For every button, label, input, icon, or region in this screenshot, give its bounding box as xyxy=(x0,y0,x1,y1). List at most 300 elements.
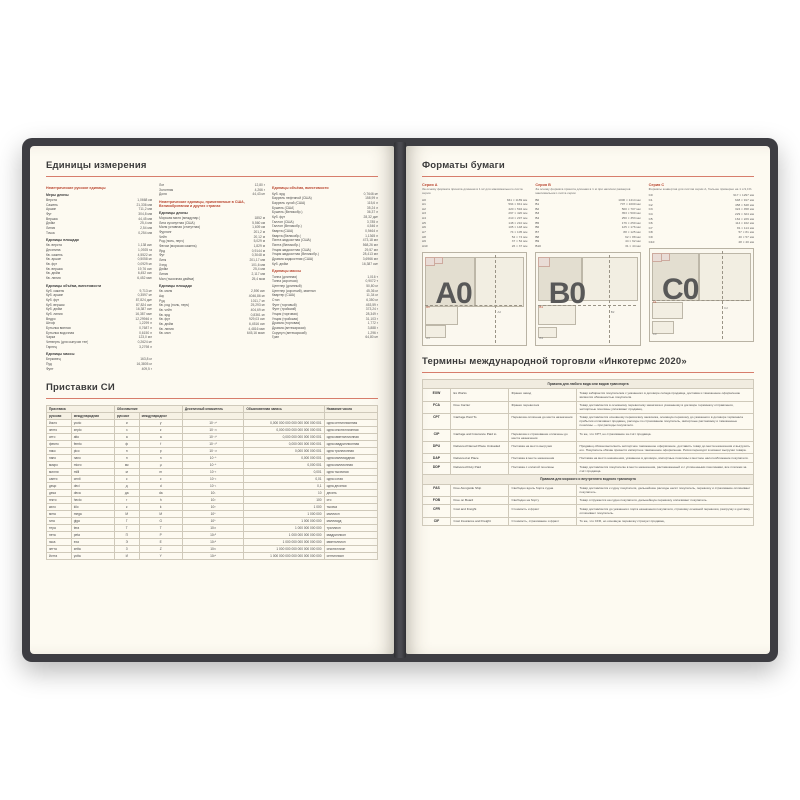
unit-name: Аршин xyxy=(46,207,57,212)
unit-name: Гарнец xyxy=(46,344,57,349)
unit-value: 6,350 кг xyxy=(366,298,378,303)
si-cell: Г xyxy=(114,517,139,524)
table-row xyxy=(47,461,378,468)
si-cell: Э xyxy=(114,538,139,545)
unit-name: Фунт xyxy=(46,366,54,371)
format-code: A7 xyxy=(422,229,426,234)
unit-value: 409,5 г xyxy=(141,366,152,371)
incoterm-description: Поставка на место назначения, указанное в договоре, импортные пошлины и местное налогообложение покупателя. xyxy=(577,454,754,463)
si-cell: мк xyxy=(114,461,139,468)
unit-name: Куб. ярд xyxy=(272,191,285,196)
unit-value: 6,4516 см² xyxy=(248,322,265,327)
unit-name: Кв. линия xyxy=(46,276,61,281)
si-cell: 0,01 xyxy=(244,475,324,482)
unit-value: 163,8 кг xyxy=(140,357,152,362)
si-cell: зетта xyxy=(47,545,72,552)
unit-value: 25,4 мм xyxy=(253,267,265,272)
format-code: A3 xyxy=(422,211,426,216)
unit-name: Пуд xyxy=(46,362,52,367)
si-cell: м xyxy=(114,468,139,475)
unit-name: Штоф xyxy=(46,321,56,326)
unit-value: 0,7687 л xyxy=(139,326,152,331)
format-code: A9 xyxy=(422,239,426,244)
format-size: 297 × 420 мм xyxy=(508,211,528,216)
incoterm-name-en: Carriage Paid To xyxy=(451,413,509,429)
unit-value: 0,9464 л xyxy=(365,228,378,233)
incoterm-name-en: Carriage and Insurance Paid to xyxy=(451,430,509,442)
divider xyxy=(46,176,378,177)
si-cell: пета xyxy=(47,531,72,538)
unit-value: 44,43 мг xyxy=(252,192,265,197)
table-row xyxy=(47,419,378,426)
si-cell: триллион xyxy=(324,524,377,531)
si-cell: micro xyxy=(71,461,114,468)
si-cell: 10⁻¹⁸ xyxy=(182,433,244,440)
unit-value: 0,3597 м³ xyxy=(137,293,152,298)
si-cell: 1 000 000 000 xyxy=(244,517,324,524)
si-prefix-table xyxy=(46,405,378,560)
unit-row xyxy=(46,231,152,236)
measure-columns xyxy=(46,183,378,372)
unit-value: 453,59 г xyxy=(365,302,378,307)
incoterms-table xyxy=(422,379,754,526)
unit-value: 201,17 мм xyxy=(249,258,265,263)
subsection-heading: Единицы массы xyxy=(46,352,75,357)
table-row xyxy=(423,389,754,401)
unit-name: Род (поль, перч) xyxy=(159,239,184,244)
subsection-heading: Единицы площади xyxy=(46,238,79,243)
unit-name: Берковец xyxy=(46,357,61,362)
format-code: B9 xyxy=(535,239,540,244)
si-cell: giga xyxy=(71,517,114,524)
unit-value: 0,9072 т xyxy=(365,279,378,284)
si-cell: с xyxy=(114,475,139,482)
unit-value: 0,6150 л xyxy=(139,330,152,335)
format-code: C3 xyxy=(648,207,653,212)
unit-value: 2,590 км² xyxy=(251,289,265,294)
unit-name: Фунт (торговый) xyxy=(272,302,297,307)
paper-format-groups xyxy=(422,183,754,346)
unit-value: 3,6966 мл xyxy=(362,256,378,261)
unit-name: Галлон (Великобр.) xyxy=(272,224,302,229)
format-size: 353 × 500 мм xyxy=(621,211,641,216)
unit-name: Кв. чейн xyxy=(159,308,172,313)
unit-name: Тонна (длинная) xyxy=(272,274,298,279)
si-cell: zetta xyxy=(71,545,114,552)
format-size: 500 × 707 мм xyxy=(621,206,641,211)
table-row xyxy=(47,503,378,510)
unit-value: 5,560 км xyxy=(252,220,265,225)
incoterm-name-ru: Перевозка оплачена до места назначения xyxy=(509,413,577,429)
si-cell: a xyxy=(139,433,182,440)
si-cell: E xyxy=(139,538,182,545)
format-code: C4 xyxy=(648,211,653,216)
unit-name: Бушель (США) xyxy=(272,205,295,210)
unit-name: Морская миля (междунар.) xyxy=(159,216,201,221)
series-name: Серия B xyxy=(535,183,551,187)
format-size: 81 × 114 мм xyxy=(736,225,754,230)
si-cell: µ xyxy=(139,461,182,468)
unit-value: 64,80 мг xyxy=(365,335,378,340)
format-label: B3 xyxy=(539,335,544,340)
si-cell: атто xyxy=(47,433,72,440)
unit-name: Куб. линия xyxy=(46,312,63,317)
table-row xyxy=(47,433,378,440)
incoterm-description: Товар доставляется покупателю в место назначения, растаможенный и с уплаченными пошлинами, все платежи за счёт продавца. xyxy=(577,463,754,475)
table-row xyxy=(423,401,754,413)
si-cell: 10⁻³ xyxy=(182,468,244,475)
table-row xyxy=(47,496,378,503)
unit-row xyxy=(159,331,265,336)
format-block xyxy=(699,253,751,301)
incoterm-name-ru: Свободно вдоль борта судна xyxy=(509,484,577,496)
si-cell: d xyxy=(139,482,182,489)
format-size: 148 × 210 мм xyxy=(508,220,528,225)
unit-value: 4,546 л xyxy=(366,224,378,229)
si-cell: 0,000 000 000 000 001 xyxy=(244,440,324,447)
si-cell: тера xyxy=(47,524,72,531)
format-code: A0 xyxy=(422,197,426,202)
format-size: 114 × 162 мм xyxy=(735,221,754,226)
series-description: За основу формата принята длинная в 1 м при наличии размеров максимального листа серии xyxy=(535,187,631,196)
si-cell: Т xyxy=(114,524,139,531)
si-cell: и xyxy=(114,419,139,426)
format-code: B5 xyxy=(535,220,540,225)
series-size-table xyxy=(649,193,754,244)
unit-value: 29,57 мл xyxy=(364,247,378,252)
si-sub-header: международная xyxy=(71,412,114,419)
incoterms-title: Термины международной торговли «Инкотермс 2020» xyxy=(422,356,687,368)
si-cell: 0,000 000 000 001 xyxy=(244,447,324,454)
unit-name: Пинта (Великобр.) xyxy=(272,242,301,247)
si-cell: одна тысячная xyxy=(324,468,377,475)
unit-value: 4,5522 м² xyxy=(137,252,152,257)
format-label: C3 xyxy=(652,331,657,336)
si-cell: пико xyxy=(47,447,72,454)
format-letter: B0 xyxy=(548,276,586,310)
paper-series xyxy=(535,183,640,346)
si-cell: йокто xyxy=(47,419,72,426)
si-cell: миллион xyxy=(324,510,377,517)
format-code: A1 xyxy=(422,202,426,207)
si-cell: г xyxy=(114,496,139,503)
incoterm-name-ru: Франко завод xyxy=(509,389,577,401)
unit-value: 929,03 см² xyxy=(248,317,265,322)
unit-name: Кв. аршин xyxy=(46,257,62,262)
si-cell: н xyxy=(114,454,139,461)
unit-name: Фут xyxy=(46,212,52,217)
si-cell: десять xyxy=(324,489,377,496)
unit-row xyxy=(46,345,152,350)
unit-value: 25,293 м² xyxy=(250,303,265,308)
si-cell: y xyxy=(139,419,182,426)
unit-value: 3,2798 л xyxy=(139,344,152,349)
incoterm-name-ru: Свободно на борту xyxy=(509,496,577,505)
format-size: 105 × 148 мм xyxy=(508,225,528,230)
format-size: 44 × 62 мм xyxy=(625,239,641,244)
si-cell: M xyxy=(139,510,182,517)
table-row xyxy=(47,475,378,482)
si-cell: 10⁶ xyxy=(182,510,244,517)
si-cell: тысяча xyxy=(324,503,377,510)
unit-name: Кв. фут xyxy=(159,317,171,322)
si-sub-header: русская xyxy=(47,412,72,419)
si-sub-header xyxy=(244,412,324,419)
unit-name: Центнер (короткий), квинтал xyxy=(272,288,316,293)
unit-value: 404,69 м² xyxy=(250,308,265,313)
unit-name: Вершок xyxy=(46,216,58,221)
si-cell: одна триллионная xyxy=(324,447,377,454)
format-size: 40 × 57 мм xyxy=(738,234,754,239)
unit-value: 16,387 см³ xyxy=(135,307,152,312)
table-row xyxy=(649,239,754,244)
series-size-table xyxy=(422,197,527,248)
unit-value: 568,26 мл xyxy=(362,242,378,247)
table-row xyxy=(47,538,378,545)
si-cell: 10⁻²⁴ xyxy=(182,419,244,426)
unit-row xyxy=(159,192,265,197)
format-size: 62 × 88 мм xyxy=(625,234,641,239)
section-heading: Неметрические русские единицы xyxy=(46,186,106,190)
incoterm-name-en: Ex Works xyxy=(451,389,509,401)
si-cell: деци xyxy=(47,482,72,489)
unit-name: Кв. вершок xyxy=(46,266,63,271)
unit-value: 4046,86 м² xyxy=(248,294,265,299)
si-cell: hecto xyxy=(71,496,114,503)
si-cell: 1 000 000 000 000 000 xyxy=(244,531,324,538)
unit-value: 9,713 м³ xyxy=(139,288,152,293)
si-cell: k xyxy=(139,503,182,510)
si-cell: секстиллион xyxy=(324,545,377,552)
unit-value: 101,6 мм xyxy=(251,262,265,267)
measure-column-2 xyxy=(159,183,265,372)
incoterm-name-ru: Стоимость и фрахт xyxy=(509,505,577,517)
table-row xyxy=(47,510,378,517)
si-cell: 0,000 000 001 xyxy=(244,454,324,461)
unit-name: Баррель сухой (США) xyxy=(272,200,306,205)
incoterm-name-en: Free Alongside Ship xyxy=(451,484,509,496)
format-code: B2 xyxy=(535,206,540,211)
table-row xyxy=(47,468,378,475)
unit-value: 711,2 мм xyxy=(138,207,152,212)
table-row xyxy=(423,413,754,429)
format-size: 841 × 1189 мм xyxy=(506,197,528,202)
unit-name: Дюйм xyxy=(159,267,168,272)
si-cell: yocto xyxy=(71,419,114,426)
unit-value: 2,117 мм xyxy=(251,272,265,277)
si-cell: 0,001 xyxy=(244,468,324,475)
incoterm-description: То же, что CPT, но страхование за счёт продавца. xyxy=(577,430,754,442)
si-cell: одна миллиардная xyxy=(324,454,377,461)
unit-value: 12,80 г xyxy=(254,183,265,187)
unit-name: Драхма (аптекарская) xyxy=(272,326,306,331)
incoterms-band-label: Правила для любого вида или видов транспорта xyxy=(423,380,754,389)
si-cell: 1 000 000 000 000 xyxy=(244,524,324,531)
si-cell: deci xyxy=(71,482,114,489)
format-code: A6 xyxy=(422,225,426,230)
unit-value: 1,0925 га xyxy=(138,248,152,253)
unit-value: 6,452 см² xyxy=(137,271,152,276)
table-row xyxy=(423,517,754,526)
si-cell: zepto xyxy=(71,426,114,433)
unit-name: Руд xyxy=(159,298,165,303)
unit-name: Акр xyxy=(159,294,165,299)
unit-name: Кв. род (поль, перч) xyxy=(159,303,190,308)
table-row xyxy=(47,489,378,496)
si-cell: з xyxy=(114,426,139,433)
si-cell: 0,000 000 000 000 000 001 xyxy=(244,433,324,440)
unit-row xyxy=(272,335,378,340)
format-letter: A0 xyxy=(435,276,472,310)
si-cell: centi xyxy=(71,475,114,482)
format-code: A4 xyxy=(422,216,426,221)
unit-row xyxy=(272,262,378,267)
incoterm-description: Товар доставляется к судну покупателя, дальнейшие расходы несёт покупатель, перевозку и страхование оплачивает покупатель. xyxy=(577,484,754,496)
si-cell: одна квинтиллионная xyxy=(324,433,377,440)
si-cell: pico xyxy=(71,447,114,454)
section-heading: Единицы объёма, вместимости xyxy=(272,186,329,190)
unit-name: Кв. дюйм xyxy=(46,271,61,276)
unit-value: 28,349 г xyxy=(365,312,378,317)
unit-value: 87,824 дм³ xyxy=(135,298,152,303)
si-cell: n xyxy=(139,454,182,461)
si-cell: одна десятая xyxy=(324,482,377,489)
table-row xyxy=(47,552,378,559)
unit-name: Верста xyxy=(46,198,57,202)
si-cell: микро xyxy=(47,461,72,468)
unit-name: Пинта жидкостная (США) xyxy=(272,238,311,243)
si-cell: мега xyxy=(47,510,72,517)
unit-value: 44,45 мм xyxy=(138,216,152,221)
unit-name: Линия xyxy=(159,272,169,277)
paper-series xyxy=(649,183,754,346)
unit-value: 25,4 мм xyxy=(140,221,152,226)
si-cell: deca xyxy=(71,489,114,496)
unit-name: Фунт (тройский) xyxy=(272,307,297,312)
format-size: 88 × 125 мм xyxy=(623,229,641,234)
si-cell: П xyxy=(114,531,139,538)
si-cell: зепто xyxy=(47,426,72,433)
format-size: 52 × 74 мм xyxy=(511,234,528,239)
format-size: 707 × 1000 мм xyxy=(619,202,641,207)
table-row xyxy=(47,517,378,524)
format-diagram xyxy=(649,248,754,342)
unit-value: 0,5058 м² xyxy=(137,257,152,262)
paper-series xyxy=(422,183,527,346)
si-cell: 10⁹ xyxy=(182,517,244,524)
unit-value: 4,4816 мм² xyxy=(248,326,265,331)
series-description: Форматы конвертов для листов серии A, больше примерно на 1 и 9,1% xyxy=(648,187,752,191)
unit-name: Куб. дюйм xyxy=(272,261,288,266)
unit-value: 1852 м xyxy=(254,216,265,221)
unit-value: 123,0 мл xyxy=(138,335,152,340)
format-size: 26 × 37 мм xyxy=(511,243,528,248)
unit-name: Драхма жидкостная (США) xyxy=(272,256,314,261)
unit-name: Кварта (США) xyxy=(272,228,294,233)
unit-name: Кв. ярд xyxy=(159,312,170,317)
incoterms-band xyxy=(423,380,754,389)
si-cell: п xyxy=(114,447,139,454)
si-cell: 1 000 000 000 000 000 000 000 000 xyxy=(244,552,324,559)
si-cell: к xyxy=(114,503,139,510)
format-label: A3 xyxy=(426,335,430,340)
format-size: 37 × 52 мм xyxy=(511,239,528,244)
incoterm-code: CIF xyxy=(423,517,451,526)
unit-value: 12,29946 л xyxy=(135,316,152,321)
unit-name: Бутылка водочная xyxy=(46,330,75,335)
incoterm-description: Товар забирается покупателем с указанного в договоре склада продавца, доставка и таможенное оформление являются обязанностью покупателя. xyxy=(577,389,754,401)
unit-name: Куб. фут xyxy=(272,214,286,219)
table-row xyxy=(47,440,378,447)
table-row xyxy=(535,243,640,248)
unit-value: 473,18 мл xyxy=(362,238,378,243)
unit-name: Кварта (Великобр.) xyxy=(272,233,302,238)
unit-value: 87,824 см³ xyxy=(135,302,152,307)
format-code: B6 xyxy=(535,225,540,230)
section-heading: Единицы массы xyxy=(272,269,302,274)
incoterm-code: DDP xyxy=(423,463,451,475)
si-cell: дека xyxy=(47,489,72,496)
format-code: C5 xyxy=(648,216,653,221)
si-cell: mega xyxy=(71,510,114,517)
unit-value: 645,16 мкм² xyxy=(246,331,265,336)
format-size: 31 × 44 мм xyxy=(625,243,641,248)
format-size: 324 × 458 мм xyxy=(735,207,754,212)
format-letter: C0 xyxy=(662,272,699,306)
unit-value: 16,3805 кг xyxy=(136,362,152,367)
format-size: 1000 × 1414 мм xyxy=(618,197,641,202)
format-label: B2 xyxy=(610,310,615,315)
section-heading: Неметрические единицы, применяемые в США, Великобритании и других странах xyxy=(159,200,245,209)
si-cell: tera xyxy=(71,524,114,531)
unit-value: 28,32 дм³ xyxy=(363,214,378,219)
si-cell: 10²⁴ xyxy=(182,552,244,559)
unit-value: 0,8361 м² xyxy=(250,312,265,317)
si-cell: фемто xyxy=(47,440,72,447)
left-page xyxy=(30,146,394,654)
si-cell: гекто xyxy=(47,496,72,503)
incoterms-band xyxy=(423,475,754,484)
format-diagram xyxy=(422,252,527,346)
si-cell: h xyxy=(139,496,182,503)
unit-value: 115,6 л xyxy=(367,200,378,205)
unit-name: Драхма (торговая) xyxy=(272,321,301,326)
unit-name: Баррель нефтяной (США) xyxy=(272,196,312,201)
divider xyxy=(422,372,754,373)
table-row xyxy=(47,426,378,433)
unit-value: 1011,7 м² xyxy=(250,298,265,303)
si-cell: М xyxy=(114,510,139,517)
subsection-heading: Меры длины xyxy=(46,193,69,197)
si-cell: yotta xyxy=(71,552,114,559)
si-group-header: Десятичный множитель xyxy=(182,405,244,412)
format-size: 917 × 1297 мм xyxy=(733,193,754,198)
unit-value: 0,254 мм xyxy=(138,230,152,235)
si-cell: 0,000 000 000 000 000 000 001 xyxy=(244,426,324,433)
unit-value: 1,138 км² xyxy=(138,243,152,248)
unit-value: 16,387 см³ xyxy=(361,261,378,266)
format-code: C0 xyxy=(648,193,653,198)
unit-name: Кв. дюйм xyxy=(159,322,174,327)
si-cell: f xyxy=(139,440,182,447)
format-size: 57 × 81 мм xyxy=(738,230,754,235)
unit-name: Кв. верста xyxy=(46,243,62,248)
divider xyxy=(46,398,378,399)
table-row xyxy=(47,524,378,531)
unit-name: Линк xyxy=(159,258,167,263)
unit-value: 0,9144 м xyxy=(251,248,265,253)
si-cell: экса xyxy=(47,538,72,545)
